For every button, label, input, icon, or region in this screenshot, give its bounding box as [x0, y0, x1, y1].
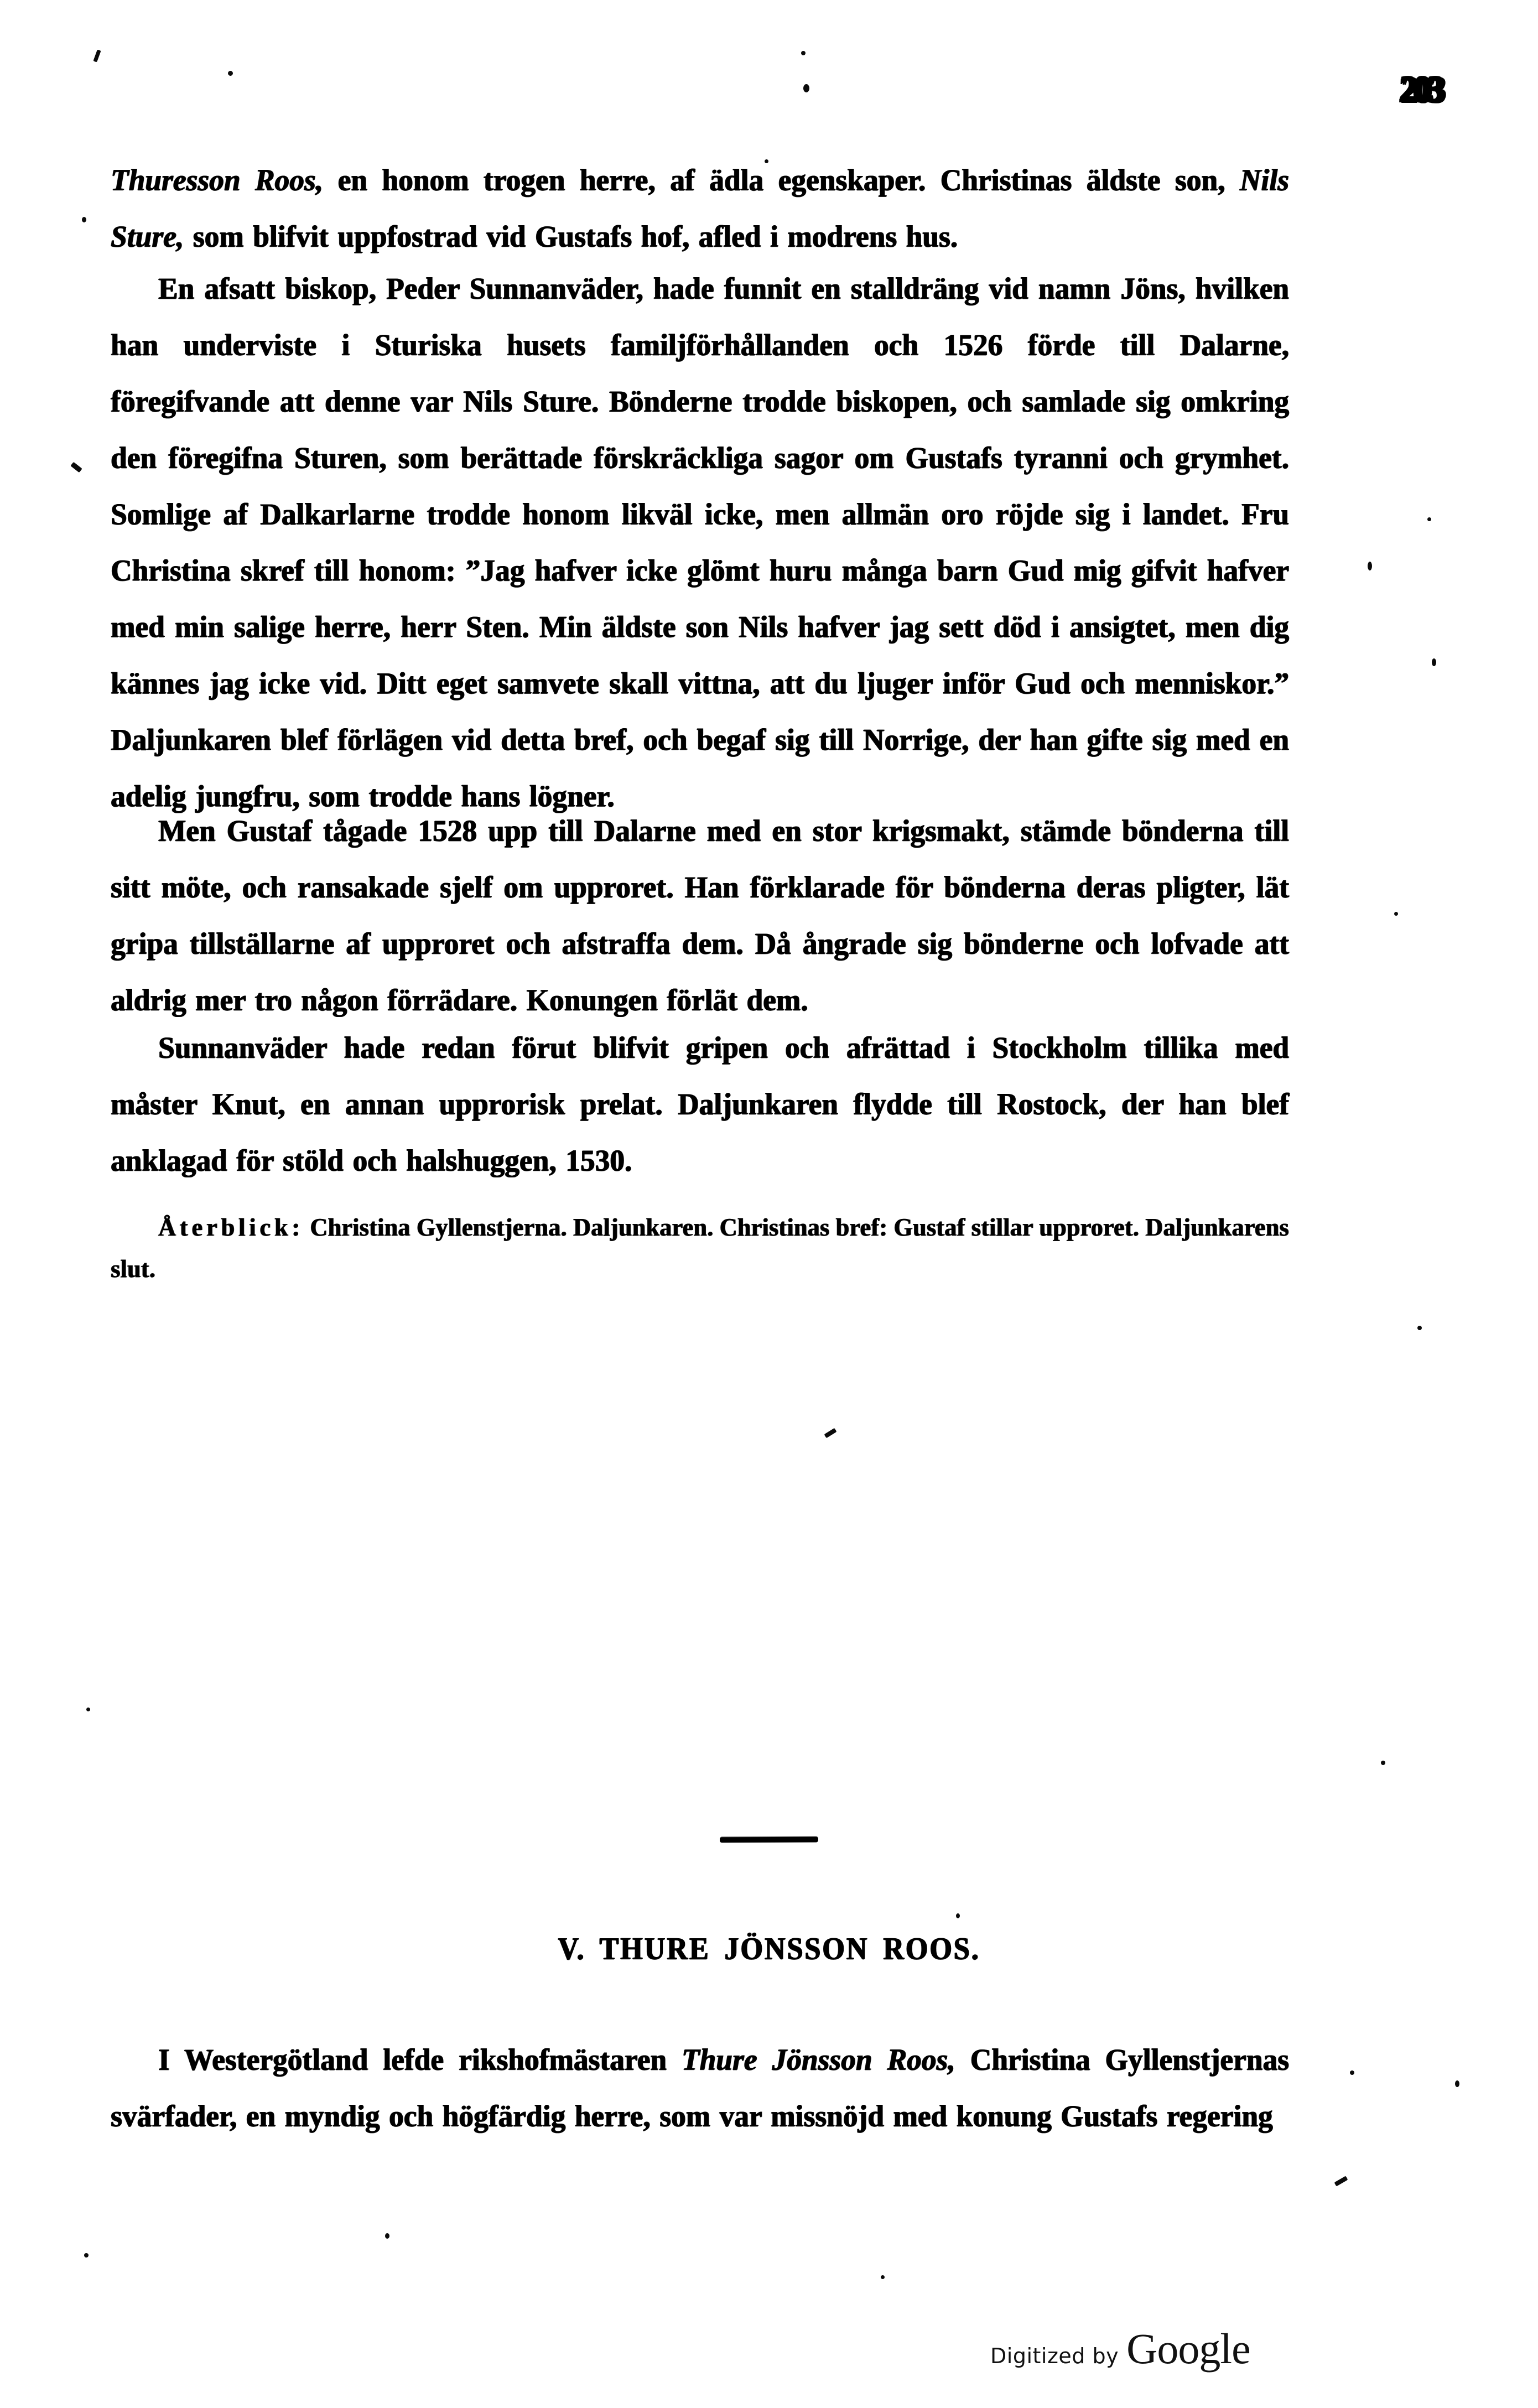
scan-speck: [385, 2233, 389, 2239]
paragraph-westergotland: [111, 2032, 1289, 2145]
scan-speck: [1368, 562, 1372, 570]
summary-aterblick: [111, 1207, 1289, 1290]
summary-label: Återblick:: [158, 1213, 304, 1242]
scan-speck: [1334, 2176, 1348, 2187]
scan-speck: [82, 217, 86, 222]
scan-speck: [801, 51, 806, 55]
summary-text: Christina Gyllenstjerna. Daljunkaren. Christinas bref: Gustaf stillar upproret. Daljunkarens slut.: [111, 1213, 1289, 1283]
run-text: en honom trogen herre, af ädla egenskaper. Christinas äldste son,: [323, 163, 1240, 198]
scan-speck: [93, 49, 101, 62]
run-text: som blifvit uppfostrad vid Gustafs hof, afled i modrens hus.: [184, 220, 958, 254]
paragraph-biskop: [111, 261, 1289, 824]
paragraph-sunnanvader: [111, 1020, 1289, 1189]
section-heading: V. THURE JÖNSSON ROOS.: [558, 1932, 980, 1966]
paragraph-gustaf-1528: [111, 803, 1289, 1029]
run-text: Men Gustaf tågade 1528 upp till Dalarne med en stor krigsmakt, stämde bönderna till sitt möte, och ransakade sjelf om upproret. Han förklarade för bönderna deras pligter, lät gripa tillställarne af upproret och afstraffa dem. Då ångrade sig bönderne och lofvade att aldrig mer tro någon förrädare. Konungen förlät dem.: [111, 814, 1289, 1017]
scan-speck: [1381, 1761, 1385, 1765]
scan-speck: [956, 1913, 960, 1918]
scan-speck: [1350, 2070, 1354, 2075]
run-text: En afsatt biskop, Peder Sunnanväder, hade funnit en stalldräng vid namn Jöns, hvilken han underviste i Sturiska husets familjförhållanden och 1526 förde till Dalarne, föregifvande att denne var Nils Sture. Bönderne trodde biskopen, och samlade sig omkring den föregifna Sturen, som berättade förskräckliga sagor om Gustafs tyranni och grymhet. Somlige af Dalkarlarne trodde honom likväl icke, men allmän oro röjde sig i landet. Fru Christina skref till honom: ”Jag hafver icke glömt huru många barn Gud mig gifvit hafver med min salige herre, herr Sten. Min äldste son Nils hafver jag sett död i ansigtet, men dig kännes jag icke vid. Ditt eget samvete skall vittna, att du ljuger inför Gud och menniskor.” Daljunkaren blef förlägen vid detta bref, och begaf sig till Norrige, der han gifte sig med en adelig jungfru, som trodde hans lögner.: [111, 272, 1289, 813]
page-number: 203: [1400, 69, 1443, 110]
scan-speck: [1455, 2080, 1459, 2087]
scan-speck: [803, 84, 809, 92]
scan-speck: [1394, 912, 1398, 916]
divider-wrap: [0, 1835, 1538, 1845]
scan-speck: [84, 2253, 89, 2258]
run-italic: Thuresson Roos,: [111, 163, 324, 198]
google-watermark: [990, 2324, 1250, 2374]
run-italic: Nils Sture,: [111, 163, 1289, 254]
text-column: [111, 152, 1289, 1311]
scan-speck: [824, 1428, 837, 1438]
scan-speck: [881, 2275, 885, 2279]
horizontal-rule: [720, 1837, 818, 1843]
scan-speck: [1432, 658, 1436, 666]
scan-speck: [228, 71, 233, 76]
scan-speck: [1417, 1326, 1422, 1330]
run-text: I Westergötland lefde rikshofmästaren: [158, 2043, 682, 2077]
watermark-prefix: Digitized by: [990, 2344, 1119, 2368]
scan-speck: [70, 462, 82, 473]
paragraph-thuresson: [111, 152, 1289, 265]
run-text: Christina Gyllenstjernas svärfader, en myndig och högfärdig herre, som var missnöjd med konung Gustafs regering: [111, 2043, 1289, 2134]
run-italic: Thure Jönsson Roos,: [681, 2043, 955, 2077]
scan-speck: [1427, 517, 1431, 521]
scan-speck: [86, 1708, 90, 1711]
watermark-brand: Google: [1126, 2324, 1250, 2373]
closing-column: [111, 2032, 1289, 2140]
run-text: Sunnanväder hade redan förut blifvit gripen och afrättad i Stockholm tillika med måster Knut, en annan upprorisk prelat. Daljunkaren flydde till Rostock, der han blef anklagad för stöld och halshuggen, 1530.: [111, 1031, 1289, 1177]
